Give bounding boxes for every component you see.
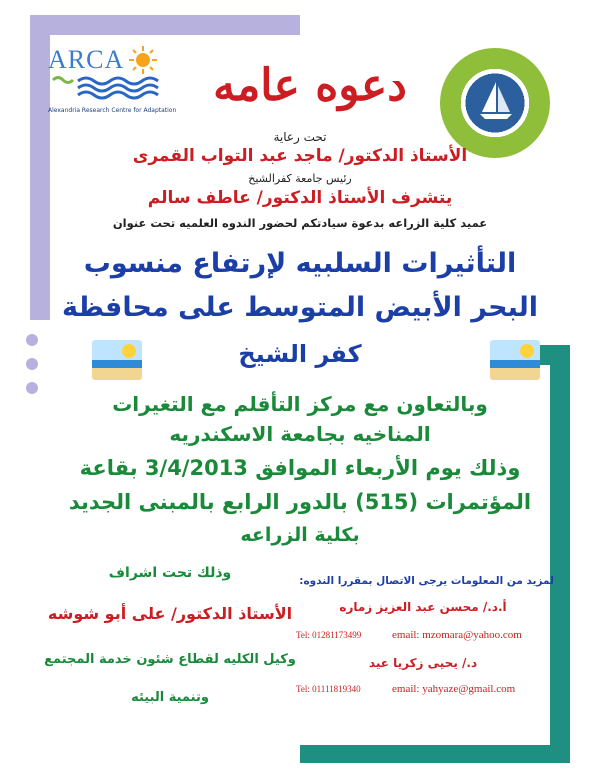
contact-intro: لمزيد من المعلومات يرجى الاتصال بمقررا الندوه: xyxy=(299,575,554,587)
contact-person-1-name: أ.د./ محسن عبد العزيز زماره xyxy=(339,600,507,614)
frame-top-left xyxy=(30,15,300,35)
frame-dot xyxy=(26,382,38,394)
arca-logo-name: ARCA xyxy=(48,45,125,74)
invite-line: عميد كلية الزراعه بدعوة سيادتكم لحضور الندوه العلميه تحت عنوان xyxy=(112,216,488,230)
coop-line-1: وبالتعاون مع مركز التأقلم مع التغيرات xyxy=(112,392,488,416)
frame-bottom-bar xyxy=(300,745,570,763)
arca-logo xyxy=(48,45,178,115)
supervisor-name: الأستاذ الدكتور/ على أبو شوشه xyxy=(47,604,293,623)
date-line-2: المؤتمرات (515) بالدور الرابع بالمبنى الجديد xyxy=(68,490,532,514)
contact-person-1-email[interactable]: email: mzomara@yahoo.com xyxy=(392,629,522,641)
topic-line-2: البحر الأبيض المتوسط على محافظة xyxy=(62,292,538,323)
patronage-label: تحت رعاية xyxy=(273,130,327,144)
date-line-3: بكلية الزراعه xyxy=(240,524,360,546)
sailboat-icon xyxy=(474,78,518,122)
supervisor-role-2: وتنمية البيئه xyxy=(131,690,209,705)
contact-person-2-email[interactable]: email: yahyaze@gmail.com xyxy=(392,683,516,695)
arca-sun-icon xyxy=(128,45,158,75)
frame-left-bar xyxy=(30,15,50,320)
host-line: يتشرف الأستاذ الدكتور/ عاطف سالم xyxy=(147,188,453,208)
patron-name: الأستاذ الدكتور/ ماجد عبد التواب القمرى xyxy=(132,146,468,166)
arca-waves-icon xyxy=(48,75,173,101)
supervisor-role-1: وكيل الكليه لقطاع شئون خدمة المجتمع xyxy=(44,652,296,667)
supervision-label: وذلك تحت اشراف xyxy=(108,565,232,581)
topic-line-1: التأثيرات السلبيه لإرتفاع منسوب xyxy=(83,248,517,279)
date-line-1: وذلك يوم الأربعاء الموافق 3/4/2013 بقاعة xyxy=(79,456,521,480)
contact-person-1-tel: Tel: 01281173499 xyxy=(296,630,362,640)
patron-title: رئيس جامعة كفرالشيخ xyxy=(248,172,352,185)
frame-right-bar xyxy=(550,345,570,763)
contact-person-2-name: د./ يحيى زكريا عيد xyxy=(368,656,478,670)
invitation-title: دعوه عامه xyxy=(213,60,407,111)
frame-dot xyxy=(26,358,38,370)
contact-person-2-tel: Tel: 01111819340 xyxy=(296,684,361,694)
arca-logo-subtitle: Alexandria Research Centre for Adaptation xyxy=(48,107,177,114)
coop-line-2: المناخيه بجامعة الاسكندريه xyxy=(169,422,431,446)
frame-dot xyxy=(26,334,38,346)
topic-line-3: كفر الشيخ xyxy=(238,340,362,368)
